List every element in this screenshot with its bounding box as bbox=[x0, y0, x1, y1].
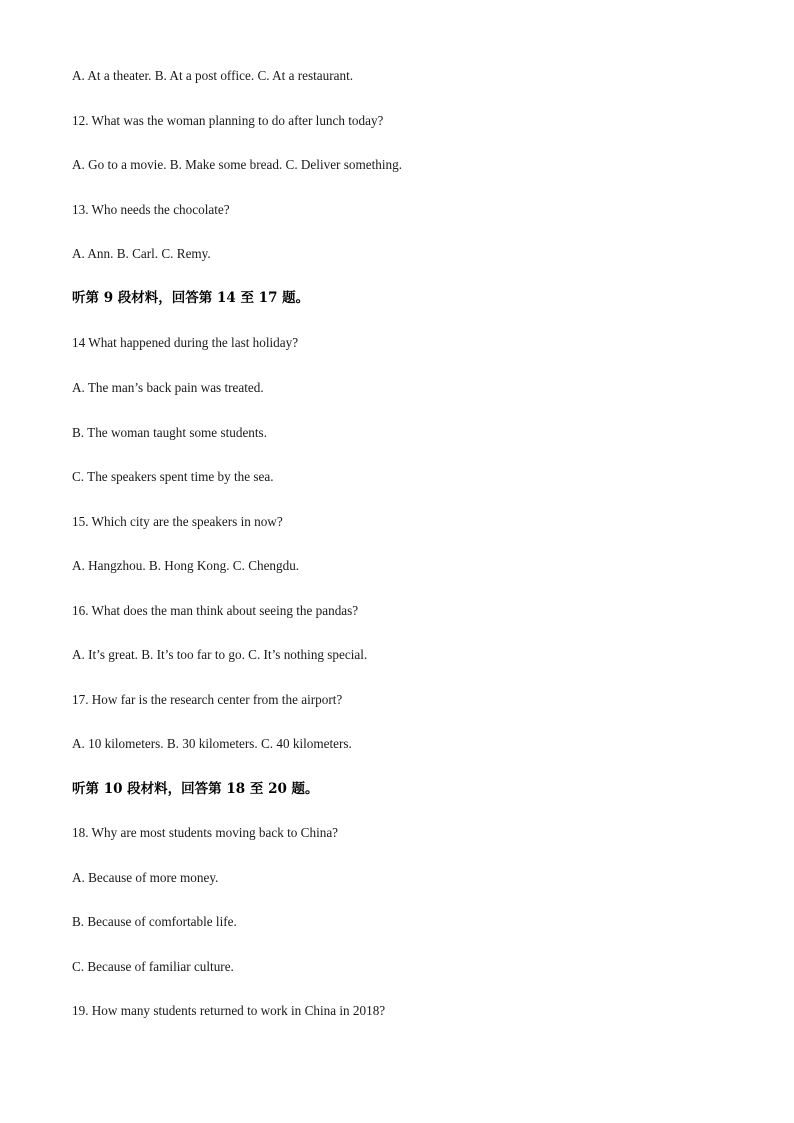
option-line: A. 10 kilometers. B. 30 kilometers. C. 40 kilometers. bbox=[72, 736, 352, 751]
question-18: 18. Why are most students moving back to China? bbox=[72, 825, 339, 840]
question-12: 12. What was the woman planning to do after lunch today? bbox=[72, 113, 384, 128]
option-line: A. At a theater. B. At a post office. C. At a restaurant. bbox=[72, 68, 354, 83]
section-heading-10: 听第 10 段材料，回答第 18 至 20 题。 bbox=[72, 781, 319, 797]
question-14: 14 What happened during the last holiday? bbox=[72, 335, 299, 350]
option-line: A. Hangzhou. B. Hong Kong. C. Chengdu. bbox=[72, 558, 300, 573]
option-line: A. Go to a movie. B. Make some bread. C. Deliver something. bbox=[72, 157, 402, 172]
option-line: C. The speakers spent time by the sea. bbox=[72, 469, 274, 484]
section-heading-9: 听第 9 段材料，回答第 14 至 17 题。 bbox=[72, 290, 310, 306]
option-line: A. It’s great. B. It’s too far to go. C. It’s nothing special. bbox=[72, 647, 368, 662]
question-15: 15. Which city are the speakers in now? bbox=[72, 514, 283, 529]
question-19: 19. How many students returned to work in China in 2018? bbox=[72, 1003, 386, 1018]
option-line: A. Because of more money. bbox=[72, 870, 219, 885]
question-13: 13. Who needs the chocolate? bbox=[72, 202, 230, 217]
option-line: A. Ann. B. Carl. C. Remy. bbox=[72, 246, 211, 261]
option-line: A. The man’s back pain was treated. bbox=[72, 380, 264, 395]
question-16: 16. What does the man think about seeing the pandas? bbox=[72, 603, 359, 618]
option-line: C. Because of familiar culture. bbox=[72, 959, 234, 974]
option-line: B. The woman taught some students. bbox=[72, 425, 267, 440]
question-17: 17. How far is the research center from the airport? bbox=[72, 692, 343, 707]
option-line: B. Because of comfortable life. bbox=[72, 914, 237, 929]
